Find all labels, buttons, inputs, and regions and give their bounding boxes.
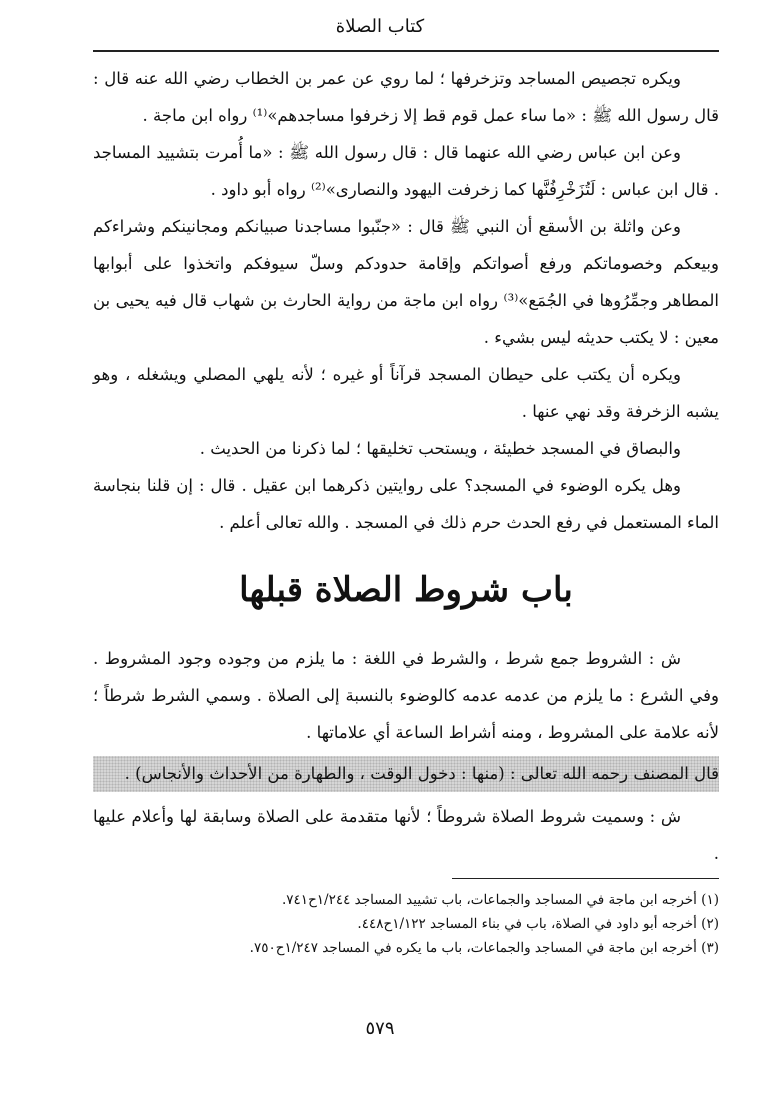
page-number: ٥٧٩ [365,1018,395,1039]
header-divider [93,50,719,52]
paragraph-writing-on-walls: ويكره أن يكتب على حيطان المسجد قرآناً أو غيره ؛ لأنه يلهي المصلي ويشغله ، وهو يشبه الزخرفة وقد نهي عنها . [93,365,719,421]
paragraph-decoration-ruling: ويكره تجصيص المساجد وتزخرفها ؛ لما روي عن عمر بن الخطاب رضي الله عنه قال : قال رسول الله ﷺ : «ما ساء عمل قوم قط إلا زخرفوا مساجدهم»⁽¹⁾ رواه ابن ماجة . [93,69,719,125]
paragraph-naming-conditions: ش : وسميت شروط الصلاة شروطاً ؛ لأنها متقدمة على الصلاة وسابقة لها وأعلام عليها . [93,807,719,863]
main-text-middle [93,640,719,751]
paragraph-definition-of-conditions: ش : الشروط جمع شرط ، والشرط في اللغة : ما يلزم من وجوده وجود المشروط . وفي الشرع : ما يلزم من عدمه عدمه كالوضوء بالنسبة إلى الصلاة . وسمي الشرط شرطاً ؛ لأنه علامة على المشروط ، ومنه أشراط الساعة أي علاماتها . [93,649,719,742]
main-text-top [93,60,719,541]
highlighted-matn-line: قال المصنف رحمه الله تعالى : (منها : دخول الوقت ، والطهارة من الأحداث والأنجاس) . [93,756,719,792]
paragraph-wathila-hadith: وعن واثلة بن الأسقع أن النبي ﷺ قال : «جنّبوا مساجدنا صبيانكم ومجانينكم وشراءكم وبيعكم وخصوماتكم ورفع أصواتكم وإقامة حدودكم وسلّ سيوفكم واتخذوا على أبوابها المطاهر وجمِّرُوها في الجُمَع»⁽³⁾ رواه ابن ماجة من رواية الحارث بن شهاب قال فيه يحيى بن معين : لا يكتب حديثه ليس بشيء . [93,217,719,347]
footnote-divider [452,878,719,879]
footnote-2: (٢) أخرجه أبو داود في الصلاة، باب في بناء المساجد ١/١٢٢ح٤٤٨. [357,916,719,932]
footnotes [93,888,719,960]
footnote-1: (١) أخرجه ابن ماجة في المساجد والجماعات، باب تشييد المساجد ١/٢٤٤ح٧٤١. [282,892,719,908]
footnote-3: (٣) أخرجه ابن ماجة في المساجد والجماعات، باب ما يكره في المساجد ١/٢٤٧ح٧٥٠. [249,940,719,956]
chapter-heading: باب شروط الصلاة قبلها [239,570,573,610]
paragraph-spitting: والبصاق في المسجد خطيئة ، ويستحب تخليقها ؛ لما ذكرنا من الحديث . [199,439,681,458]
running-header-title: كتاب الصلاة [335,16,425,37]
paragraph-ibn-abbas-hadith: وعن ابن عباس رضي الله عنهما قال : قال رسول الله ﷺ : «ما أُمرت بتشييد المساجد . قال ابن عباس : لَتُزَخْرِفُنَّها كما زخرفت اليهود والنصارى»⁽²⁾ رواه أبو داود . [93,143,719,199]
main-text-bottom [93,798,719,872]
paragraph-ablution-in-mosque: وهل يكره الوضوء في المسجد؟ على روايتين ذكرهما ابن عقيل . قال : إن قلنا بنجاسة الماء المستعمل في رفع الحدث حرم ذلك في المسجد . والله تعالى أعلم . [93,476,719,532]
